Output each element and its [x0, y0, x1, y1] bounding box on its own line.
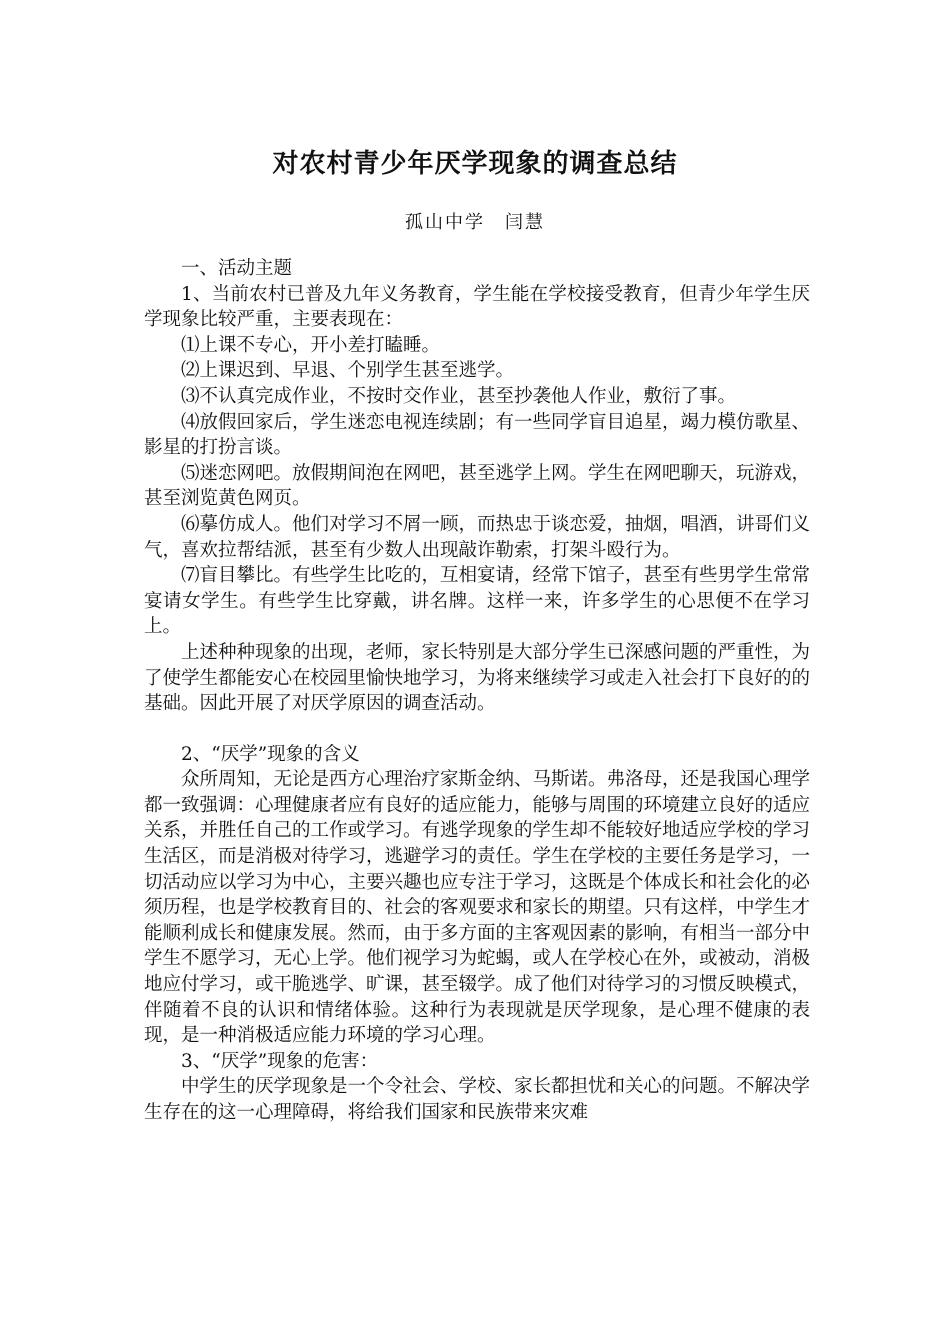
- document-title: 对农村青少年厌学现象的调查总结: [272, 149, 678, 179]
- document-author: 孤山中学 闫慧: [405, 212, 545, 233]
- list-item: ⑹摹仿成人。他们对学习不屑一顾，而热忠于谈恋爱，抽烟，唱酒，讲哥们义气，喜欢拉帮结派，甚至有少数人出现敲诈勒索，打架斗殴行为。: [144, 513, 811, 561]
- list-item: ⑵上课迟到、早退、个别学生甚至逃学。: [181, 360, 515, 382]
- list-item: ⑴上课不专心，开小差打瞌睡。: [181, 334, 441, 356]
- paragraph: 1、当前农村已普及九年义务教育，学生能在学校接受教育，但青少年学生厌学现象比较严重，主要表现在：: [144, 283, 810, 331]
- section-heading: 3、“厌学”现象的危害：: [181, 1050, 379, 1072]
- list-item: ⑺盲目攀比。有些学生比吃的，互相宴请，经常下馆子，甚至有些男学生常常宴请女学生。有些学生比穿戴，讲名牌。这样一来，许多学生的心思便不在学习上。: [144, 565, 811, 638]
- list-item: ⑷放假回家后，学生迷恋电视连续剧；有一些同学盲目追星，竭力模仿歌星、影星的打扮言谈。: [144, 411, 811, 459]
- section-heading: 2、“厌学”现象的含义: [181, 743, 360, 765]
- list-item: ⑶不认真完成作业，不按时交作业，甚至抄袭他人作业，敷衍了事。: [181, 385, 737, 407]
- list-item: ⑸迷恋网吧。放假期间泡在网吧，甚至逃学上网。学生在网吧聊天，玩游戏，甚至浏览黄色网页。: [144, 462, 811, 510]
- paragraph: 上述种种现象的出现，老师，家长特别是大部分学生已深感问题的严重性，为了使学生都能安心在校园里愉快地学习，为将来继续学习或走入社会打下良好的的基础。因此开展了对厌学原因的调查活动。: [144, 641, 811, 715]
- paragraph: 中学生的厌学现象是一个令社会、学校、家长都担忧和关心的问题。不解决学生存在的这一心理障碍，将给我们国家和民族带来灾难: [144, 1076, 811, 1123]
- paragraph: 众所周知，无论是西方心理治疗家斯金纳、马斯诺。弗洛母，还是我国心理学都一致强调：心理健康者应有良好的适应能力，能够与周围的环境建立良好的适应关系，并胜任自己的工作或学习。有逃学现象的学生却不能较好地适应学校的学习生活区，而是消极对待学习，逃避学习的责任。学生在学校的主要任务是学习，一切活动应以学习为中心，主要兴趣也应专注于学习，这既是个体成长和社会化的必须历程，也是学校教育目的、社会的客观要求和家长的期望。只有这样，中学生才能顺利成长和健康发展。然而，由于多方面的主客观因素的影响，有相当一部分中学生不愿学习，无心上学。他们视学习为蛇蝎，或人在学校心在外，或被动，消极地应付学习，或干脆逃学、旷课，甚至辍学。成了他们对待学习的习惯反映模式，伴随着不良的认识和情绪体验。这种行为表现就是厌学现象，是心理不健康的表现，是一种消极适应能力环境的学习心理。: [144, 769, 811, 1047]
- document-body: [144, 256, 810, 1126]
- section-heading: 一、活动主题: [181, 258, 293, 279]
